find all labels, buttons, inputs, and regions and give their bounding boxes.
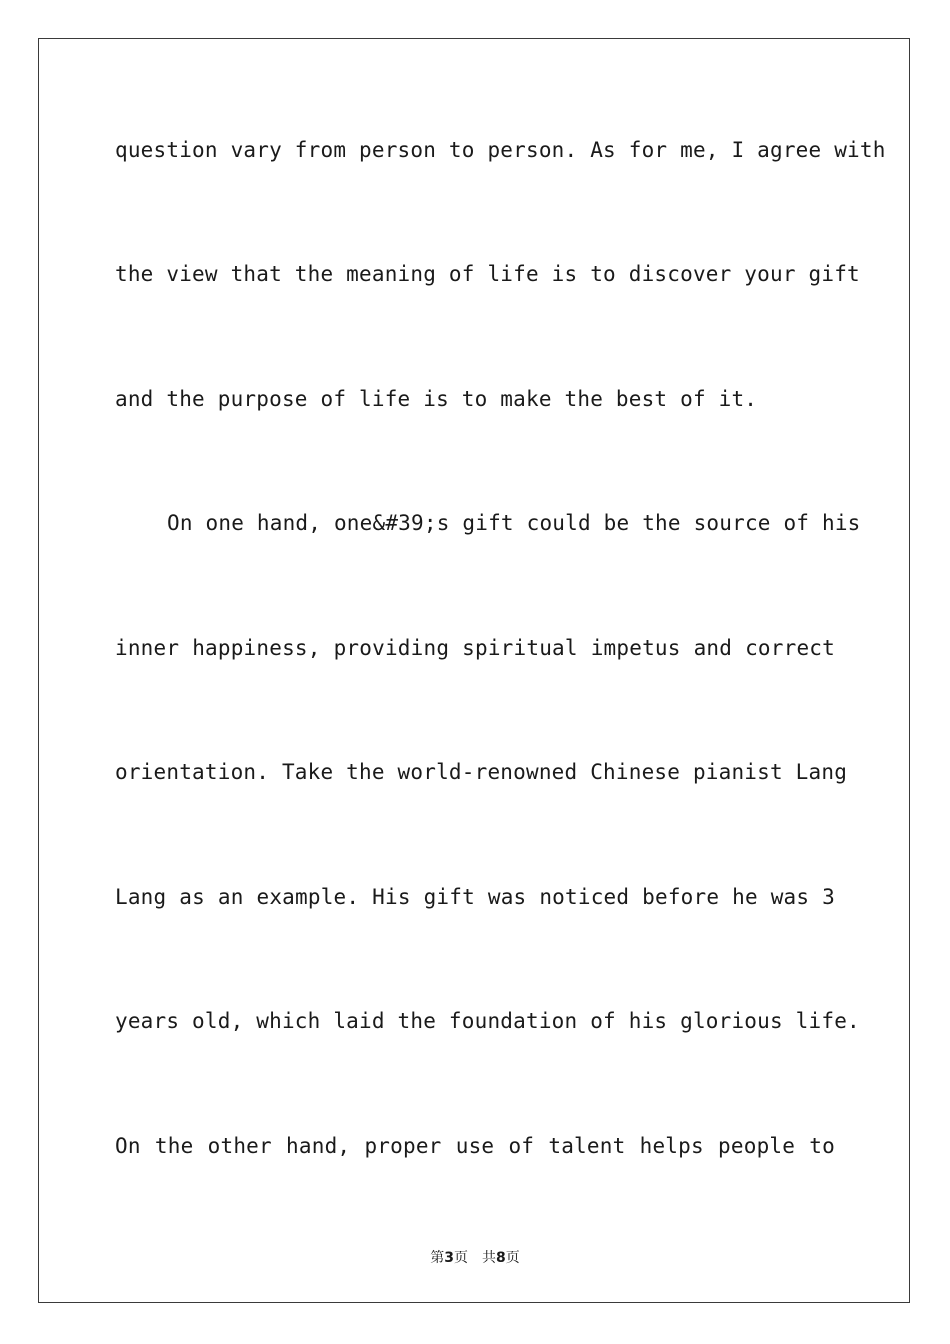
text-line: the view that the meaning of life is to discover your gift (115, 262, 860, 286)
current-page-number: 3 (444, 1250, 454, 1266)
total-prefix: 共 (482, 1250, 496, 1266)
text-line: years old, which laid the foundation of his glorious life. (115, 1009, 860, 1033)
page-prefix: 第 (430, 1250, 445, 1266)
text-line: inner happiness, providing spiritual impetus and correct (115, 636, 835, 660)
page-suffix: 页 (454, 1250, 468, 1266)
text-line: and the purpose of life is to make the best of it. (115, 387, 758, 411)
text-line: On one hand, one&#39;s gift could be the source of his (167, 511, 861, 535)
total-page-number: 8 (496, 1250, 506, 1266)
text-line: orientation. Take the world-renowned Chinese pianist Lang (115, 760, 848, 784)
text-line: Lang as an example. His gift was noticed before he was 3 (115, 885, 835, 909)
total-suffix: 页 (505, 1250, 520, 1266)
page-footer (0, 1247, 950, 1267)
page-frame (38, 38, 910, 1303)
text-line: On the other hand, proper use of talent helps people to (115, 1134, 835, 1158)
text-line: question vary from person to person. As for me, I agree with (115, 138, 886, 162)
